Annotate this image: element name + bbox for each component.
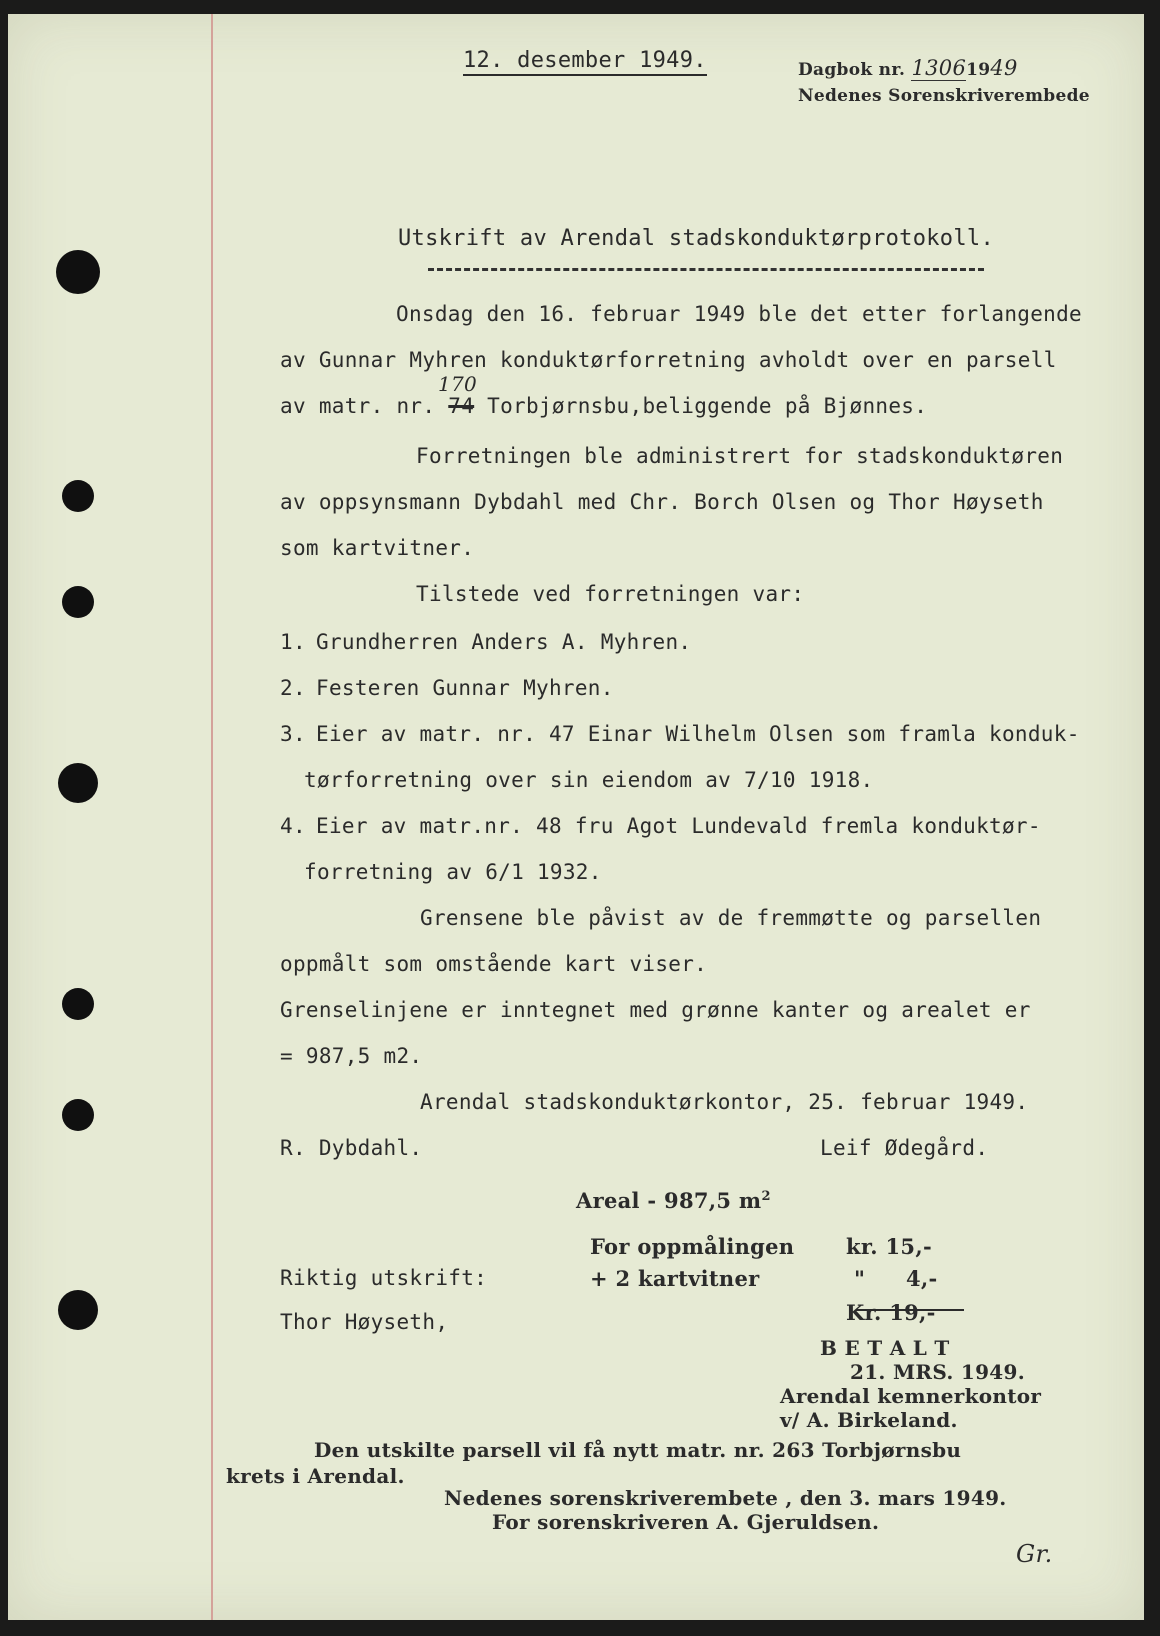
dagbok-year-prefix: 19 [966,60,991,80]
body-line: Forretningen ble administrert for stadskonduktøren [416,444,1064,468]
body-line: Grensene ble påvist av de fremmøtte og parsellen [420,906,1042,930]
list-item: Eier av matr.nr. 48 fru Agot Lundevald fremla konduktør- [316,814,1041,838]
closing-line: Den utskilte parsell vil få nytt matr. nr. 263 Torbjørnsbu [314,1438,962,1462]
list-item: Grundherren Anders A. Myhren. [316,630,692,654]
punch-hole [62,988,94,1020]
body-line: oppmålt som omstående kart viser. [280,952,708,976]
certification-name: Thor Høyseth, [280,1310,449,1334]
area-label: Areal - 987,5 m [576,1188,762,1213]
punch-hole [58,1290,98,1330]
body-line: Grenselinjene er inntegnet med grønne kanter og arealet er [280,998,1031,1022]
office-stamp: Nedenes Sorenskriverembede [798,86,1090,106]
punch-hole [56,250,100,294]
body-line: Onsdag den 16. februar 1949 ble det etter forlangende [396,302,1082,326]
handwritten-initials: Gr. [1016,1540,1053,1568]
handwritten-insert: 170 [438,372,478,396]
body-line: = 987,5 m2. [280,1044,423,1068]
body-text: av matr. nr. [280,394,436,418]
closing-line: krets i Arendal. [226,1464,405,1488]
area-unit-sup: 2 [761,1189,771,1204]
list-item-continuation: tørforretning over sin eiendom av 7/10 1918. [304,768,874,792]
fee-row-value: 4,- [906,1266,938,1291]
paid-stamp-signer: v/ A. Birkeland. [780,1408,958,1432]
punch-hole [62,1099,94,1131]
dagbok-stamp [798,56,1018,80]
fee-row-label: For oppmålingen [590,1234,795,1259]
area-total [576,1188,771,1213]
closing-line: For sorenskriveren A. Gjeruldsen. [492,1510,880,1534]
dagbok-year-hand: 49 [990,56,1018,80]
list-item-number: 3. [280,722,306,746]
document-date: 12. desember 1949. [463,48,707,76]
fee-row-value: kr. 15,- [846,1234,932,1259]
punch-hole [58,763,98,803]
certification-label: Riktig utskrift: [280,1266,488,1290]
red-margin-line [211,14,213,1620]
punch-hole [62,586,94,618]
dagbok-label: Dagbok nr. [798,60,906,80]
signature-right: Leif Ødegård. [820,1136,989,1160]
list-item-number: 4. [280,814,306,838]
punch-hole [62,480,94,512]
paid-stamp-title: B E T A L T [820,1336,950,1360]
document-page [8,14,1144,1620]
body-line: av Gunnar Myhren konduktørforretning avholdt over en parsell [280,348,1057,372]
title-underline [428,268,984,271]
list-item: Festeren Gunnar Myhren. [316,676,614,700]
dagbok-number: 1306 [911,56,967,80]
paid-stamp-date: 21. MRS. 1949. [850,1360,1026,1384]
closing-line: Nedenes sorenskriverembete , den 3. mars 1949. [444,1486,1007,1510]
struck-number: 74 [448,394,475,418]
list-item-continuation: forretning av 6/1 1932. [304,860,602,884]
place-date: Arendal stadskonduktørkontor, 25. februar 1949. [420,1090,1029,1114]
signature-left: R. Dybdahl. [280,1136,423,1160]
body-line-with-correction [280,394,927,418]
document-title: Utskrift av Arendal stadskonduktørprotokoll. [398,226,994,251]
body-line: som kartvitner. [280,536,475,560]
paid-stamp-office: Arendal kemnerkontor [780,1384,1042,1408]
body-text: Torbjørnsbu,beliggende på Bjønnes. [487,394,928,418]
list-item-number: 1. [280,630,306,654]
list-item-number: 2. [280,676,306,700]
present-heading: Tilstede ved forretningen var: [416,582,805,606]
list-item: Eier av matr. nr. 47 Einar Wilhelm Olsen som framla konduk- [316,722,1080,746]
ditto-mark: " [854,1266,866,1291]
fee-row-label: + 2 kartvitner [590,1266,760,1291]
body-line: av oppsynsmann Dybdahl med Chr. Borch Olsen og Thor Høyseth [280,490,1044,514]
fee-total: Kr. 19,- [846,1300,936,1325]
